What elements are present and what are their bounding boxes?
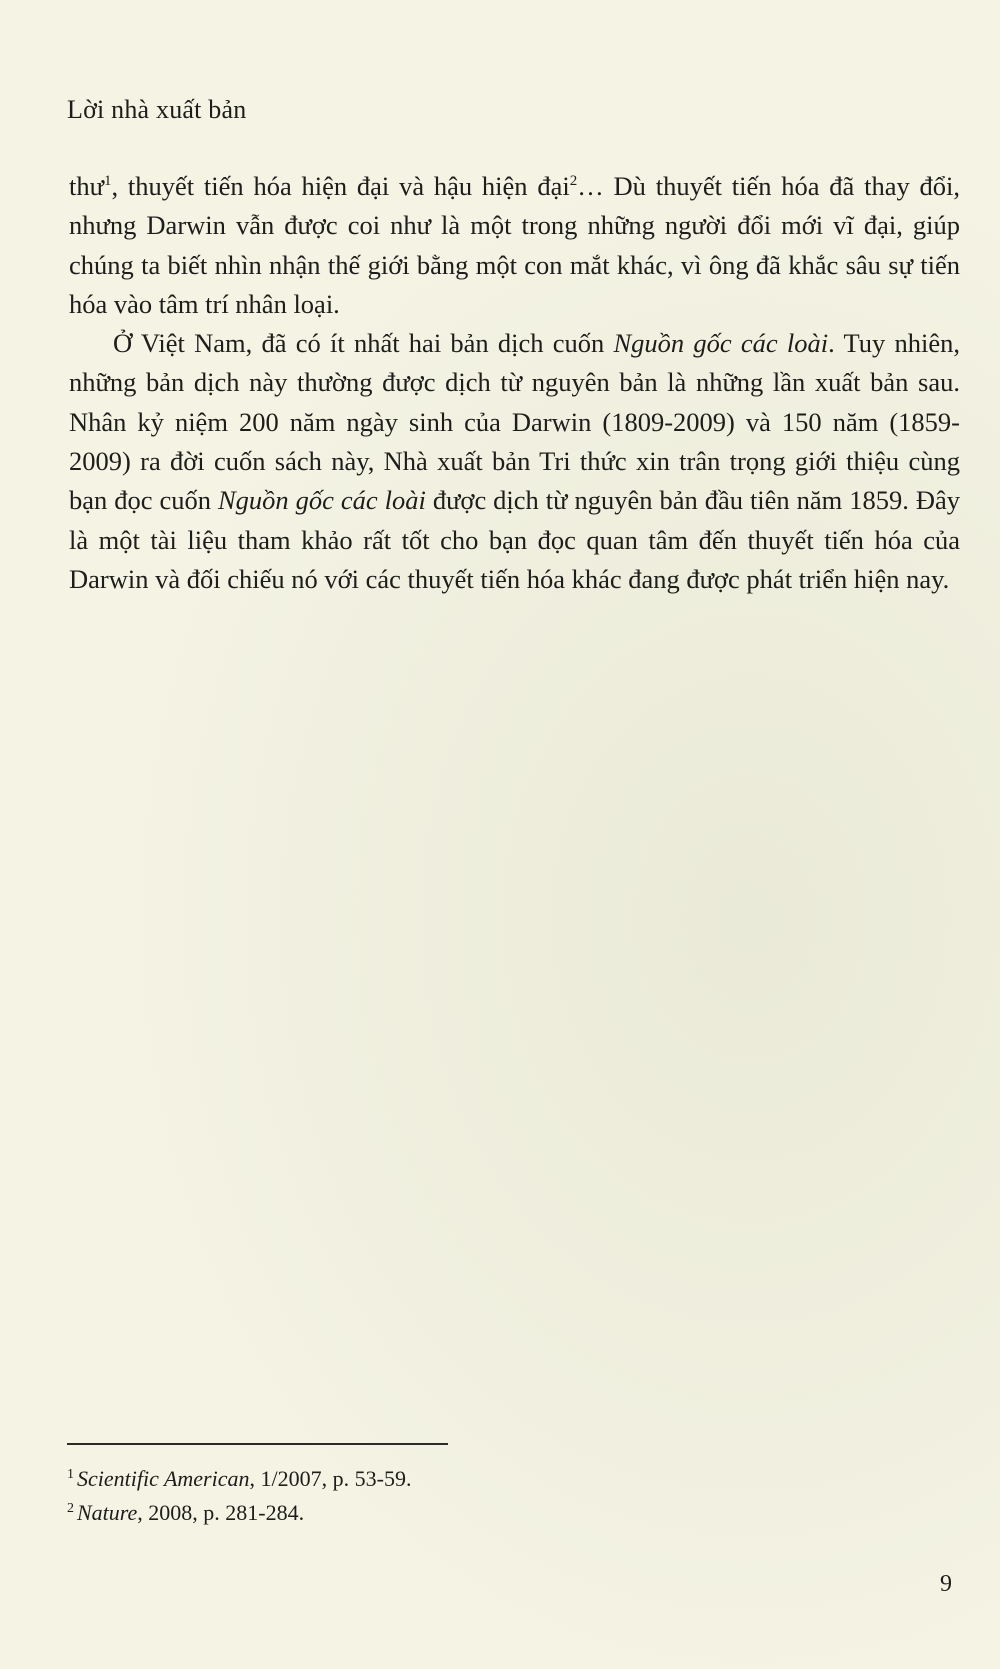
footnote-2-details: , 2008, p. 281-284. <box>137 1500 305 1525</box>
footnote-ref-2: 2 <box>569 173 578 190</box>
footnote-2 <box>67 1496 411 1530</box>
paragraph-1 <box>69 167 960 324</box>
footnote-divider <box>67 1443 448 1445</box>
paragraph-1-start: thư <box>69 171 104 201</box>
book-title-1: Nguồn gốc các loài <box>613 328 829 359</box>
paragraph-2-start: Ở Việt Nam, đã có ít nhất hai bản dịch cuốn <box>113 328 614 359</box>
book-title-2: Nguồn gốc các loài <box>217 485 426 516</box>
body-text <box>69 167 960 599</box>
footnote-1-details: , 1/2007, p. 53-59. <box>249 1466 412 1491</box>
running-head: Lời nhà xuất bản <box>67 95 247 124</box>
paragraph-2-end: được dịch từ nguyên bản đầu tiên năm 1859. Đây là một tài liệu tham khảo rất tốt cho bạn đọc quan tâm đến thuyết tiến hóa của Darwin và đối chiếu nó với các thuyết tiến hóa khác đang được phát triển hiện nay. <box>69 485 960 594</box>
paragraph-1-middle: , thuyết tiến hóa hiện đại và hậu hiện đại <box>111 171 570 201</box>
footnote-marker-1: 1 <box>67 1466 74 1482</box>
paragraph-1-end: … Dù thuyết tiến hóa đã thay đổi, nhưng Darwin vẫn được coi như là một trong những người đổi mới vĩ đại, giúp chúng ta biết nhìn nhận thế giới bằng một con mắt khác, vì ông đã khắc sâu sự tiến hóa vào tâm trí nhân loại. <box>69 171 961 319</box>
page-number: 9 <box>940 1571 952 1597</box>
footnote-2-source: Nature <box>77 1500 138 1525</box>
footnote-1 <box>67 1462 411 1496</box>
footnote-marker-2: 2 <box>67 1500 74 1516</box>
paragraph-2 <box>69 324 960 599</box>
footnotes <box>67 1462 411 1530</box>
footnote-1-source: Scientific American <box>77 1466 250 1491</box>
footnote-ref-1: 1 <box>103 173 112 190</box>
paragraph-2-middle: . Tuy nhiên, những bản dịch này thường được dịch từ nguyên bản là những lần xuất bản sau. Nhân kỷ niệm 200 năm ngày sinh của Darwin (1809-2009) và 150 năm (1859-2009) ra đời cuốn sách này, Nhà xuất bản Tri thức xin trân trọng giới thiệu cùng bạn đọc cuốn <box>69 328 960 516</box>
